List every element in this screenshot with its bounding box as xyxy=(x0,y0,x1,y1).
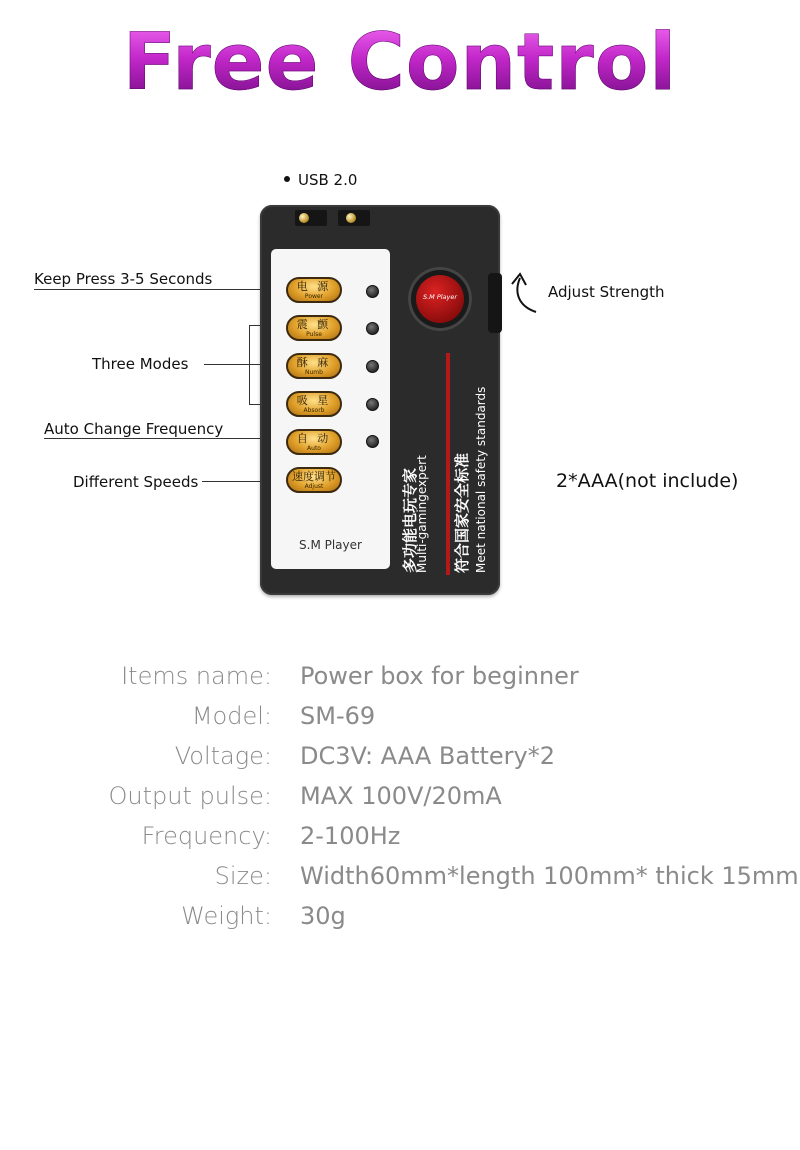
control-panel xyxy=(271,249,390,569)
different-speeds-label: Different Speeds xyxy=(73,473,199,491)
pulse-button[interactable]: 震 颤 Pulse xyxy=(286,315,342,341)
power-led xyxy=(366,285,379,298)
keep-press-label: Keep Press 3-5 Seconds xyxy=(34,270,213,288)
power-button[interactable]: 电 源 Power xyxy=(286,277,342,303)
leader-line xyxy=(204,364,249,365)
pulse-led xyxy=(366,322,379,335)
device-slogan-cn: 多功能电玩专家 xyxy=(401,467,419,573)
red-stripe xyxy=(446,353,450,575)
spec-key: Size: xyxy=(214,862,272,890)
spec-value: 30g xyxy=(300,902,346,930)
adjust-strength-label: Adjust Strength xyxy=(548,283,665,301)
spec-value: Power box for beginner xyxy=(300,662,579,690)
spec-row xyxy=(0,742,800,782)
page-title: Free Control xyxy=(0,18,800,108)
curved-arrow-icon xyxy=(506,268,546,316)
usb-port xyxy=(338,210,370,226)
leader-line xyxy=(44,438,286,439)
spec-value: DC3V: AAA Battery*2 xyxy=(300,742,555,770)
device-safety-cn: 符合国家安全标准 xyxy=(453,452,471,573)
three-modes-label: Three Modes xyxy=(92,355,189,373)
bracket-line xyxy=(249,325,250,405)
absorb-led xyxy=(366,398,379,411)
spec-row xyxy=(0,662,800,702)
usb-label: USB 2.0 xyxy=(298,171,358,189)
auto-button[interactable]: 自 动 Auto xyxy=(286,429,342,455)
absorb-button[interactable]: 吸 星 Absorb xyxy=(286,391,342,417)
numb-led xyxy=(366,360,379,373)
spec-key: Voltage: xyxy=(174,742,272,770)
spec-row xyxy=(0,702,800,742)
bullet-dot xyxy=(284,176,290,182)
spec-row xyxy=(0,902,800,942)
numb-button[interactable]: 酥 麻 Numb xyxy=(286,353,342,379)
spec-value: MAX 100V/20mA xyxy=(300,782,502,810)
spec-key: Output pulse: xyxy=(108,782,272,810)
knob-wheel-edge xyxy=(488,273,502,333)
spec-key: Items name: xyxy=(121,662,272,690)
device-slogan-en: Multi-gamingexpert xyxy=(415,455,429,573)
strength-knob[interactable]: S.M Player xyxy=(408,267,472,331)
spec-value: SM-69 xyxy=(300,702,376,730)
spec-value: 2-100Hz xyxy=(300,822,401,850)
spec-row xyxy=(0,782,800,822)
battery-label: 2*AAA(not include) xyxy=(556,470,739,492)
spec-key: Model: xyxy=(191,702,272,730)
panel-brand-label: S.M Player xyxy=(299,538,362,552)
device-safety-en: Meet national safety standards xyxy=(474,386,488,573)
spec-row xyxy=(0,862,800,902)
auto-change-label: Auto Change Frequency xyxy=(44,420,224,438)
auto-led xyxy=(366,435,379,448)
leader-line xyxy=(34,289,286,290)
adjust-button[interactable]: 速度调节 Adjust xyxy=(286,467,342,493)
power-box-device xyxy=(260,205,500,595)
spec-key: Frequency: xyxy=(141,822,272,850)
spec-value: Width60mm*length 100mm* thick 15mm xyxy=(300,862,799,890)
spec-key: Weight: xyxy=(181,902,272,930)
usb-port xyxy=(295,210,327,226)
spec-row xyxy=(0,822,800,862)
